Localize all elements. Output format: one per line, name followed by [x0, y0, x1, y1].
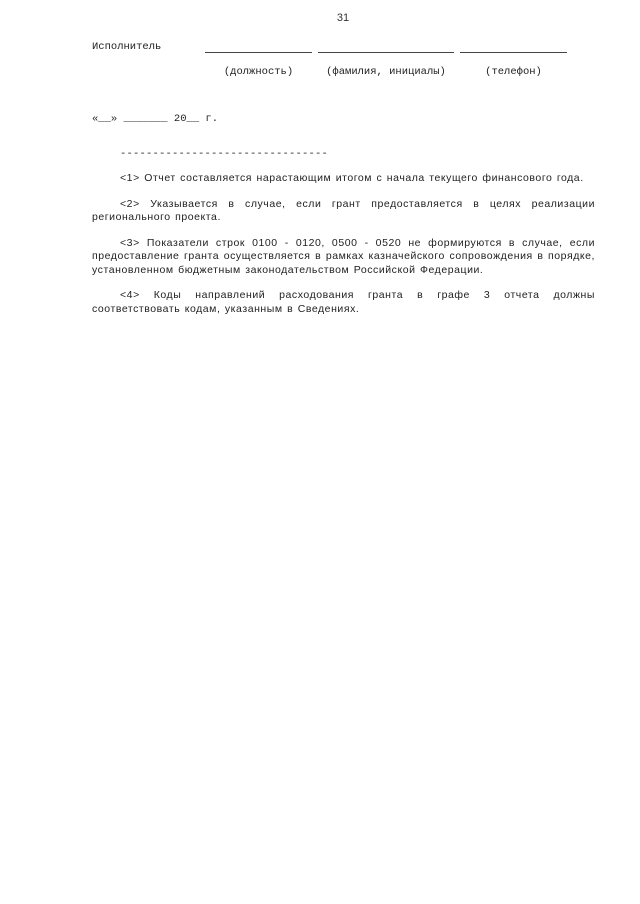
footnote-2: <2> Указывается в случае, если грант предоставляется в целях реализации регионального проекта. — [92, 197, 595, 223]
date-line: «__» _______ 20__ г. — [92, 113, 219, 125]
phone-signature-line — [460, 52, 567, 53]
page-number: 31 — [336, 12, 350, 24]
name-caption: (фамилия, инициалы) — [326, 66, 446, 78]
footnote-1: <1> Отчет составляется нарастающим итогом с начала текущего финансового года. — [120, 172, 584, 184]
position-signature-line — [205, 52, 312, 53]
footnote-4: <4> Коды направлений расходования гранта в графе 3 отчета должны соответствовать кодам, указанным в Сведениях. — [92, 289, 595, 315]
footnote-3: <3> Показатели строк 0100 - 0120, 0500 - 0520 не формируются в случае, если предоставление гранта осуществляется в рамках казначейского сопровождения в порядке, установленном бюджетным законодательством Российской Федерации. — [92, 236, 595, 276]
executor-label: Исполнитель — [92, 41, 162, 53]
footnotes — [92, 172, 595, 328]
footnote-separator: -------------------------------- — [120, 148, 329, 160]
position-caption: (должность) — [223, 66, 294, 78]
phone-caption: (телефон) — [485, 66, 542, 78]
name-signature-line — [318, 52, 454, 53]
